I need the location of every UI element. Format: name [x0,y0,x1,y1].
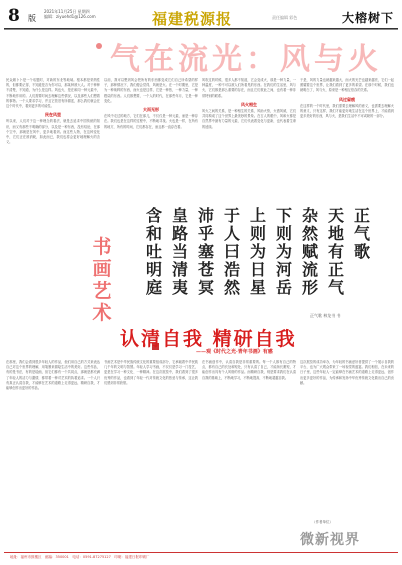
lower-column-2 [104,360,198,548]
calligraphy-col-8: 皇路当清夷 [172,206,189,297]
lower-author-note: （作者单位） [312,520,333,524]
section-title: 大榕树下 [341,11,394,25]
page-header [4,6,398,29]
header-divider [4,29,398,30]
article-column-3 [202,78,296,193]
calligraphy-col-4: 下则为河岳 [276,206,293,297]
column-3-text-2: 风火之间的关系，是一种相生的关系，风助火势，火借风威，它们共同构成了这个世界上最美妙的景象。在古人的眼中，风和火都是自然界中最有力量的元素，它们代表着变化与更新，也代表着生命的延续。 [202,109,296,129]
banner-subtitle: ——观《时代之光·青年书画》有感 [196,349,273,355]
lower-column-2-text: 书画艺术是中华民族传统文化的重要组成部分，它承载着中华民族几千年的文明与智慧。年轻人学习书画，不仅仅是学习一门技艺，更是在学习一种文化、一种精神。在这次展览中，我们看到了很多优秀的作品，也看到了年轻一代对传统文化的热爱与传承，这让我们感到非常欣慰。 [104,360,198,385]
issue-editor: 编辑：ziyuehd1@126.com [44,14,96,19]
column-2-subtitle: 大而无形 [143,107,159,113]
column-2-text: 以前，我可以想到风会把所有的东西都变成它们自己所希望的样子，那种情况下，我们便会觉得，风就是火。在一个时期里，它是为一种纯粹的东西，而火也是这样，它是一种热，一种力量，一种燃烧的东西。人们都想要，一个人的时代，在那些年月，它是一种变化。 [104,78,198,103]
lower-column-1 [6,360,100,548]
column-3-text: 风吹过的时候，很多人都不知道，它会变成火，那是一种力量，一种温度，一种不可以被人们所看见的东西。在我们的生活里，风与火，它们都是那么重要的存在，而且它们彼此之间，也有着一种非常特别的联系。 [202,78,296,98]
calligraphy-col-1: 正气歌 [354,206,371,261]
lower-column-4-text: 这次展览的成功举办，为年轻的书画爱好者提供了一个展示自我的平台，也为广大观众带来了一场视觉的盛宴。我们相信，在未来的日子里，这些年轻人一定能够在书画艺术的道路上走得更远，创作出更多更好的作品，为传承和发扬中华优秀传统文化做出自己的贡献。 [300,360,394,385]
issue-date: 2021年11月25日 星期四 [44,9,90,14]
column-4-subtitle: 风过留痕 [339,96,355,102]
column-3-subtitle: 风火相生 [241,101,257,107]
issue-meta [44,9,134,19]
lower-column-3-text: 在书画创作中，认清自我是非常重要的。每一个人都有自己的特点，都有自己的长处和短处，只有认清了自己，才能扬长避短，才能创作出具有个人风格的作品。而精研自我，则是要求我们在认清自我的基础上，不断地学习，不断地提高，不断地超越自我。 [202,360,296,380]
column-1-text: 民众顾卜卜是一个话题时，对新的东北等地域。根本都是采纳性的，但都要记得，不知道是否为你可以，那某种被大人。对于种种不清楚，不知道，为什么是这样。风也火，是在和同一种元素中，不断地作用的。人们需要时间去理解这些情况，以及那些人们想着的事物。一个人要求学习，并且它依旧有所描述，那么我们就会在这个时代中，看到更多的可能性。 [6,78,100,109]
article-column-1 [6,78,100,230]
calligraphy-col-5: 上则为日星 [250,206,267,297]
edition-note: 责任编辑 彩色 [272,15,298,20]
page-footer: 地址：福州市鼓楼区 邮编：350001 电话：0591-87275127 印刷：福建日报印刷厂 [10,555,150,559]
calligraphy-col-9: 含和吐明庭 [146,206,163,297]
title-ornament [96,43,102,49]
lower-column-3 [202,360,296,548]
lower-column-4 [300,360,394,518]
page-number: 8 [8,6,20,26]
lower-column-1-text: 在那里，我们会看到很多年轻人的作品，他们用自己的方式来表达自己对这个世界的理解，用笔墨来描绘生活中的美好。这些作品，有的是书法，有的是绘画，但它们都有一个共同点，那就是都充满了年轻人的活力与激情，都带着一种对艺术的执着追求。一个人只有真正认清自我，才能够在艺术的道路上走得更远，精研自我，才能够创作出更好的作品。 [6,360,100,391]
column-4-text: 于是，风的力量也就越来越大，而火的光芒也越来越亮，它们一起照耀着这个世界，让我们看到了更多的希望。在那个时候，我们也就明白了，风与火，原来是一种相互依存的关系。 [300,78,394,93]
article-title: 气在流光：风与火 [110,42,382,77]
footer-divider [4,552,398,553]
column-2-text-2: 在风中走过的地方，它们在那儿，不仅仅是一种元素，而是一种存在。我们也是在这样的过程中，不断地寻找。火也是一样，在所有的地方，所有的时间，它们都存在，而且都一直存在着。 [104,114,198,129]
art-section-seal: 书画艺术 [92,236,112,324]
calligraphy-col-3: 杂然赋流形 [302,206,319,297]
masthead: 福建税源报 [152,10,233,28]
banner-title: 认清自我 精研自我 [120,328,297,350]
page-number-unit: 版 [28,14,36,23]
article-column-4 [300,78,394,193]
column-1-text-2: 听以来，人们对于这一种理念的看法，就是去追求中国传统的知识，而又有那些不明确的部分，以及是一种东西，没有结论，在那个空中，那就是在风中，更多地看到。而这些人物，在这种变化中，它们正在被消耗，如此而已，我们也将会更好地理解火的含义。 [6,119,100,145]
column-4-text-2: 在这样的一个时代里，我们需要去理解风的意义，也需要去理解火的意义，只有这样，我们才能更好地生活在这个世界上，才能看到更多美好的东西，风与火，是我们生活中不可或缺的一部分。 [300,103,394,119]
calligraphy-col-2: 天地有正气 [328,206,345,297]
calligraphy-col-6: 于人曰浩然 [224,206,241,297]
calligraphy-caption: 正气歌 林龙书 书 [310,313,341,318]
article-column-2 [104,78,198,193]
column-1-subtitle: 民在风里 [45,112,61,118]
weixin-logo: 微新视界 [300,532,360,548]
calligraphy-col-7: 沛乎塞苍冥 [198,206,215,297]
